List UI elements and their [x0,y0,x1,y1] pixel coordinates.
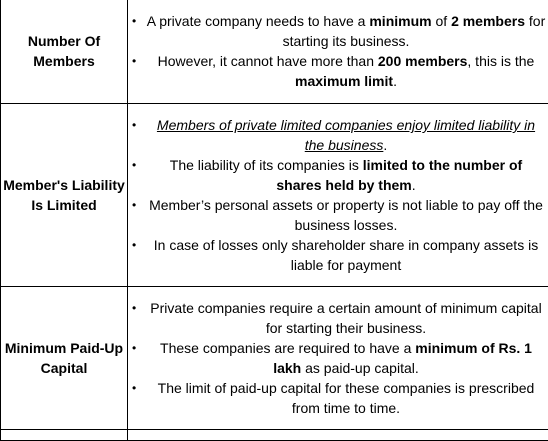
text: . [393,73,397,89]
bullet-item [132,115,546,155]
text: , this is the [467,53,534,69]
table-row [1,430,548,441]
bold-text: 2 members [451,13,525,29]
row-label-minimum-paid-up-capital: Minimum Paid-Up Capital [1,287,128,430]
text: for starting its business. [283,13,546,49]
text: In case of losses only shareholder share in company assets is liable for payment [154,237,538,273]
row-content [128,0,548,104]
row-content [128,287,548,430]
text: of [432,13,451,29]
bullet-item [132,338,546,378]
bullet-item [132,51,546,91]
bullet-list [128,298,548,418]
text: . [383,137,387,153]
underlined-text: Members of private limited companies enjoy limited liability in the business [157,117,535,153]
table-row [1,0,548,104]
empty-cell [128,430,548,441]
bullet-list [128,115,548,275]
bold-text: limited to the number of shares held by them [276,157,522,193]
bullet-item [132,11,546,51]
bullet-item [132,195,546,235]
text: However, it cannot have more than [158,53,378,69]
table-row [1,287,548,430]
text: Member’s personal assets or property is not liable to pay off the business losses. [149,197,543,233]
bold-text: minimum of Rs. 1 lakh [273,340,532,376]
bullet-icon: • [132,51,136,71]
text: Private companies require a certain amount of minimum capital for starting their business. [150,300,541,336]
bullet-icon: • [132,155,136,175]
bullet-icon: • [132,11,136,31]
bullet-item [132,298,546,338]
empty-cell [1,430,128,441]
row-label-number-of-members: Number Of Members [1,0,128,104]
row-label-member-liability: Member's Liability Is Limited [1,104,128,287]
bold-text: minimum [369,13,431,29]
bold-text: maximum limit [295,73,393,89]
bullet-icon: • [132,378,136,398]
bullet-icon: • [132,298,136,318]
text: The limit of paid-up capital for these companies is prescribed from time to time. [158,380,535,416]
bullet-icon: • [132,338,136,358]
bullet-item [132,155,546,195]
text: as paid-up capital. [301,360,419,376]
bold-text: 200 members [378,53,468,69]
bullet-icon: • [132,115,136,135]
text: The liability of its companies is [170,157,363,173]
text: . [412,177,416,193]
text: A private company needs to have a [147,13,370,29]
bullet-item [132,235,546,275]
row-content [128,104,548,287]
bullet-icon: • [132,195,136,215]
text: These companies are required to have a [160,340,415,356]
bullet-item [132,378,546,418]
bullet-icon: • [132,235,136,255]
bullet-list [128,11,548,91]
table-row [1,104,548,287]
